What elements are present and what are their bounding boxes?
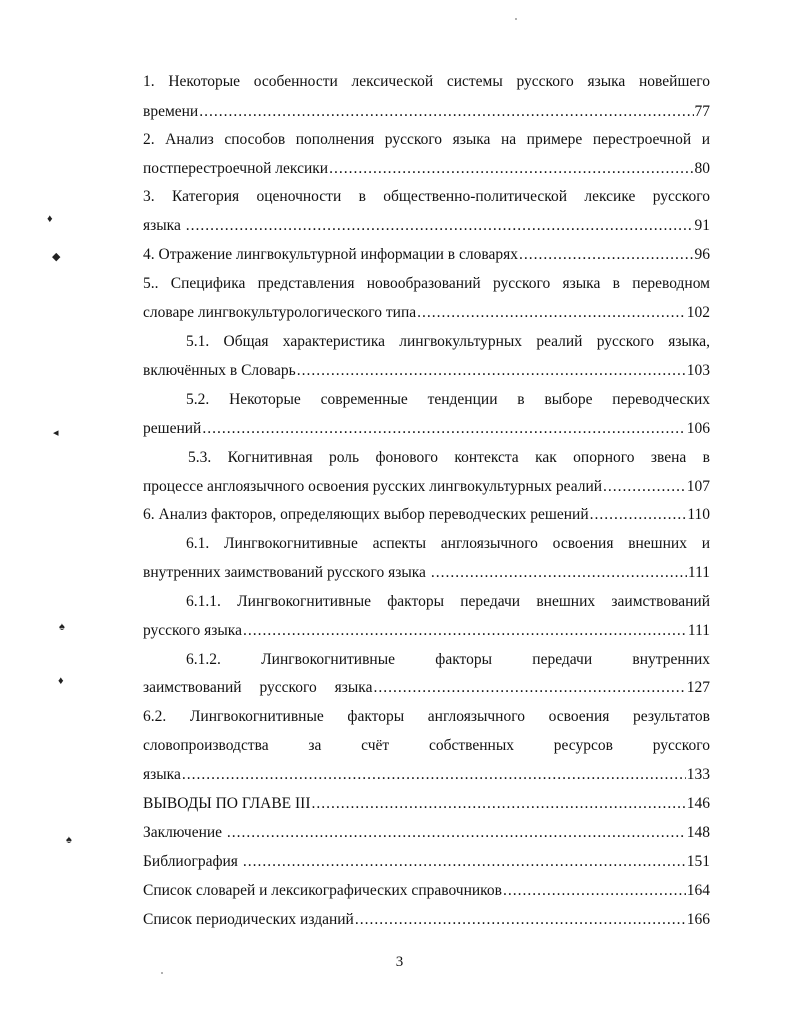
leader-dots	[503, 881, 686, 901]
scan-mark: ♦	[47, 213, 53, 225]
scan-mark: ♦	[58, 675, 64, 687]
toc-entry-title: внутренних заимствований русского языка	[143, 564, 430, 581]
toc-entry-title: русского языка	[143, 622, 242, 639]
toc-page-number: 166	[686, 911, 710, 928]
toc-entry-6-1[interactable]	[143, 563, 710, 583]
toc-page-number: 80	[694, 160, 710, 177]
toc-page-number: 127	[686, 679, 710, 696]
scan-mark: ♠	[59, 621, 65, 633]
toc-entry-title: постперестроечной лексики	[143, 160, 329, 177]
leader-dots	[431, 563, 687, 583]
scan-mark: ◂	[53, 427, 59, 439]
leader-dots	[417, 303, 686, 323]
toc-entry-6-1-2-line1: 6.1.2. Лингвокогнитивные факторы передачи внутренних	[186, 651, 710, 668]
toc-entry-6[interactable]	[143, 505, 710, 525]
toc-entry-title: языка	[143, 766, 181, 783]
toc-entry-5-3-line1: 5.3. Когнитивная роль фонового контекста как опорного звена в	[188, 449, 710, 466]
toc-entry-title: Список периодических изданий	[143, 911, 354, 928]
toc-entry-5-3[interactable]	[143, 477, 710, 497]
toc-entry-6-1-2[interactable]	[143, 678, 710, 698]
toc-page-number: 146	[686, 795, 710, 812]
toc-entry-5[interactable]	[143, 303, 710, 323]
leader-dots	[312, 794, 686, 814]
toc-entry-periodicals[interactable]	[143, 910, 710, 930]
toc-entry-5-1-line1: 5.1. Общая характеристика лингвокультурных реалий русского языка,	[186, 333, 710, 350]
toc-page-number: 164	[686, 882, 710, 899]
toc-entry-4[interactable]	[143, 245, 710, 265]
page-number: 3	[395, 954, 404, 970]
toc-entry-6-2[interactable]	[143, 765, 710, 785]
leader-dots	[243, 852, 686, 872]
toc-page-number: 102	[686, 304, 710, 321]
toc-page-number: 151	[686, 853, 710, 870]
toc-entry-title: заимствований русского языка	[143, 679, 373, 696]
leader-dots	[227, 823, 686, 843]
scan-speck	[515, 18, 517, 20]
leader-dots	[202, 419, 685, 439]
toc-entry-6-1-line1: 6.1. Лингвокогнитивные аспекты англоязычного освоения внешних и	[186, 535, 710, 552]
toc-entry-title: словаре лингвокультурологического типа	[143, 304, 417, 321]
toc-entry-5-1[interactable]	[143, 361, 710, 381]
toc-entry-5-2-line1: 5.2. Некоторые современные тенденции в выборе переводческих	[186, 391, 710, 408]
leader-dots	[243, 621, 687, 641]
toc-entry-chapter-conclusions[interactable]	[143, 794, 710, 814]
toc-page-number: 106	[686, 420, 710, 437]
toc-entry-2[interactable]	[143, 159, 710, 179]
leader-dots	[199, 102, 693, 122]
toc-entry-5-2[interactable]	[143, 419, 710, 439]
toc-entry-title: включённых в Словарь	[143, 362, 296, 379]
toc-entry-title: 4. Отражение лингвокультурной информации в словарях	[143, 246, 518, 263]
toc-entry-dictionaries[interactable]	[143, 881, 710, 901]
toc-page-number: 110	[687, 506, 710, 523]
toc-entry-title: 6. Анализ факторов, определяющих выбор переводческих решений	[143, 506, 589, 523]
scan-mark: ♠	[66, 834, 72, 846]
toc-page-number: 91	[694, 217, 710, 234]
toc-entry-2-line1: 2. Анализ способов пополнения русского языка на примере перестроечной и	[143, 131, 710, 148]
toc-entry-bibliography[interactable]	[143, 852, 710, 872]
toc-entry-1-line1: 1. Некоторые особенности лексической системы русского языка новейшего	[143, 73, 710, 90]
leader-dots	[182, 765, 686, 785]
leader-dots	[603, 477, 686, 497]
leader-dots	[329, 159, 693, 179]
toc-entry-title: процессе англоязычного освоения русских лингвокультурных реалий	[143, 478, 603, 495]
toc-entry-5-line1: 5.. Специфика представления новообразований русского языка в переводном	[143, 275, 710, 292]
toc-entry-6-1-1-line1: 6.1.1. Лингвокогнитивные факторы передачи внешних заимствований	[186, 593, 710, 610]
toc-entry-3[interactable]	[143, 216, 710, 236]
scan-speck	[161, 972, 163, 974]
toc-page-number: 96	[694, 246, 710, 263]
toc-entry-title: Библиография	[143, 853, 242, 870]
leader-dots	[355, 910, 686, 930]
toc-page-number: 77	[694, 103, 710, 120]
toc-entry-title: времени	[143, 103, 199, 120]
toc-entry-6-2-line1: 6.2. Лингвокогнитивные факторы англоязычного освоения результатов	[143, 708, 710, 725]
toc-entry-1[interactable]	[143, 102, 710, 122]
toc-entry-6-2-line2: словопроизводства за счёт собственных ресурсов русского	[143, 737, 710, 754]
leader-dots	[297, 361, 686, 381]
toc-page-number: 148	[686, 824, 710, 841]
leader-dots	[590, 505, 687, 525]
toc-entry-title: Список словарей и лексикографических справочников	[143, 882, 502, 899]
toc-page-number: 111	[687, 564, 710, 581]
toc-entry-6-1-1[interactable]	[143, 621, 710, 641]
toc-page-number: 111	[687, 622, 710, 639]
leader-dots	[519, 245, 694, 265]
toc-entry-title: языка	[143, 217, 185, 234]
toc-entry-title: ВЫВОДЫ ПО ГЛАВЕ III	[143, 795, 311, 812]
toc-entry-title: Заключение	[143, 824, 226, 841]
toc-entry-3-line1: 3. Категория оценочности в общественно-политической лексике русского	[143, 188, 710, 205]
toc-page-number: 133	[686, 766, 710, 783]
scan-mark: ◆	[52, 251, 61, 263]
leader-dots	[186, 216, 694, 236]
toc-entry-title: решений	[143, 420, 202, 437]
toc-page-number: 103	[686, 362, 710, 379]
leader-dots	[373, 678, 685, 698]
toc-page-number: 107	[686, 478, 710, 495]
toc-entry-conclusion[interactable]	[143, 823, 710, 843]
